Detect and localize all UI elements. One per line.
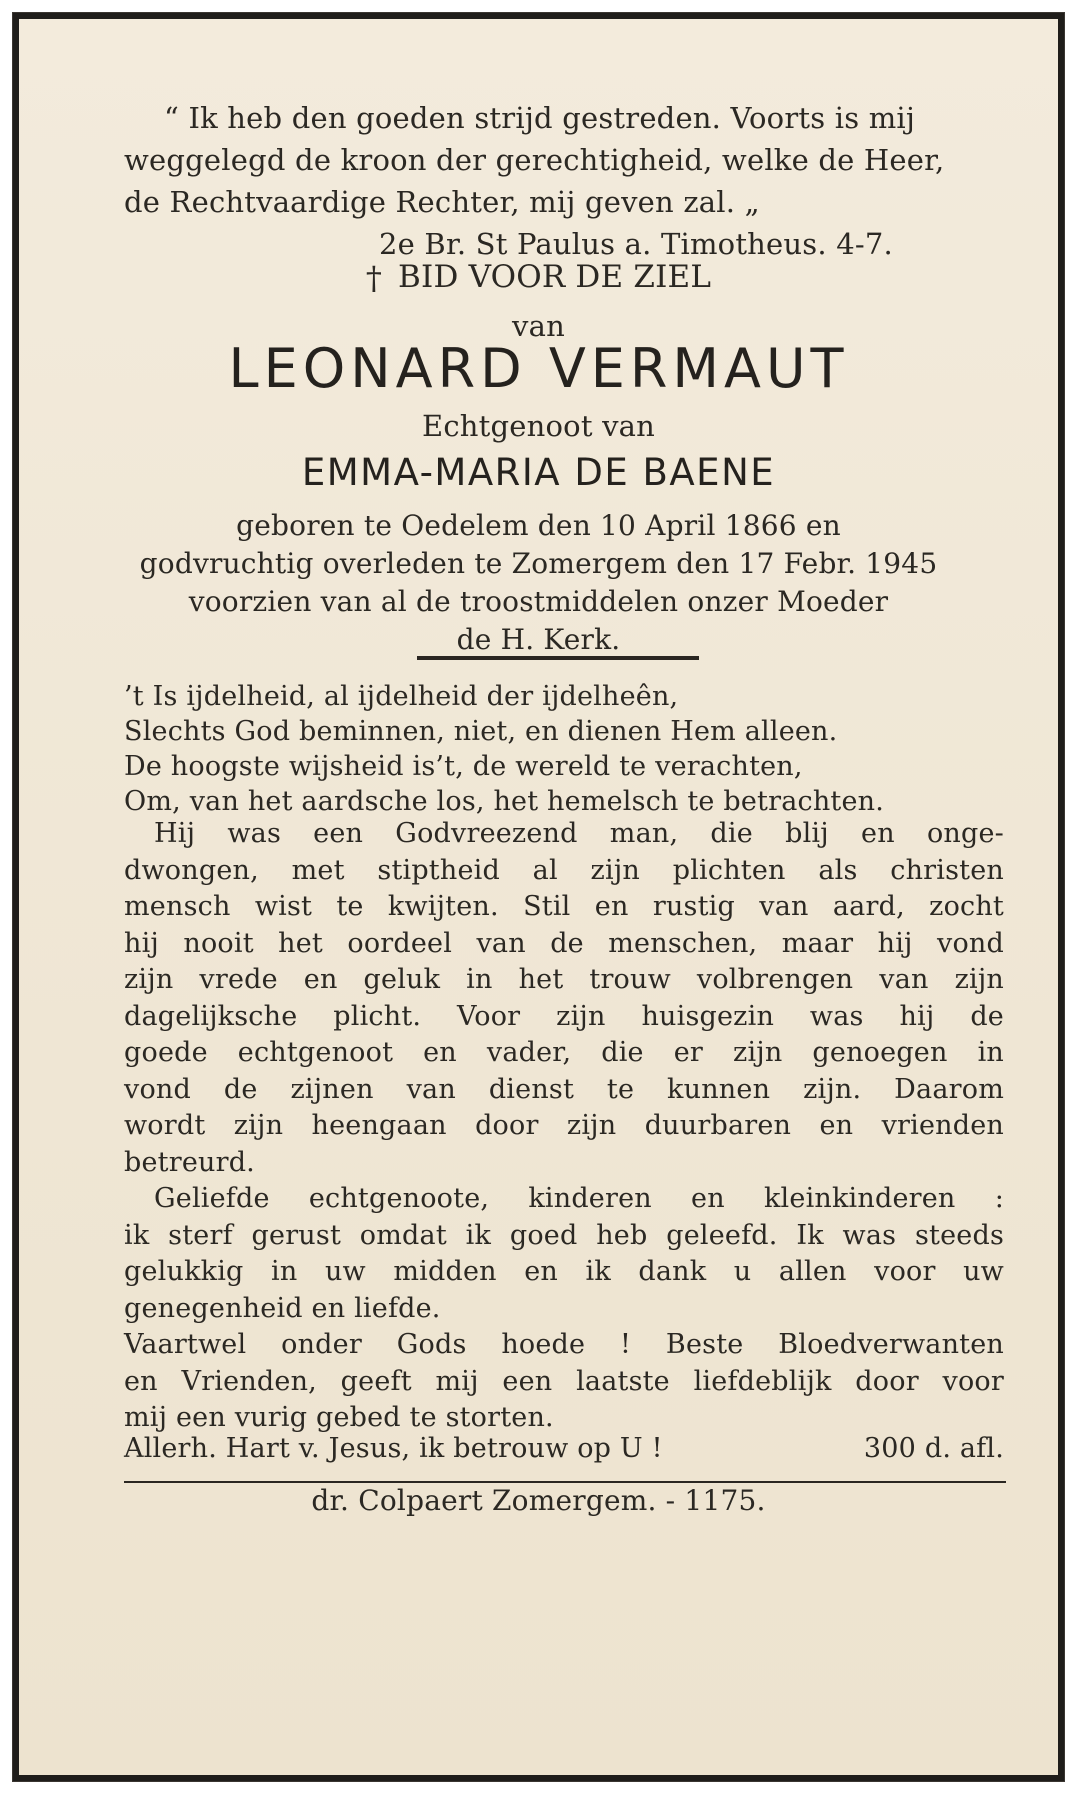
eulogy-line: Hij was een Godvreezend man, die blij en onge- [154, 818, 1004, 849]
cross-icon: † [365, 259, 383, 297]
bio-line: voorzien van al de troostmiddelen onzer Moeder [188, 585, 889, 618]
farewell-line: gelukkig in uw midden en ik dank u allen voor uw [124, 1256, 1004, 1287]
eulogy-line: goede echtgenoot en vader, die er zijn genoegen in [124, 1037, 1004, 1068]
memorial-card [13, 13, 1064, 1781]
prayer-request-line: en Vrienden, geeft mij een laatste liefdeblijk door voor [124, 1365, 1004, 1397]
poem-line: ’t Is ijdelheid, al ijdelheid der ijdelheên, [124, 681, 679, 712]
of-label: van [512, 309, 565, 343]
eulogy-line: betreurd. [124, 1146, 255, 1178]
closing-invocation [124, 1433, 1004, 1464]
prayer-request-line: mij een vurig gebed te storten. [124, 1402, 554, 1433]
eulogy-line: dagelijksche plicht. Voor zijn huisgezin was hij de [124, 1000, 1004, 1032]
eulogy-paragraph [124, 816, 1004, 1181]
prayer-request-paragraph [124, 1327, 1004, 1437]
farewell-line: Geliefde echtgenoote, kinderen en kleinkinderen : [154, 1183, 1004, 1214]
farewell-line: ik sterf gerust omdat ik goed heb geleefd. Ik was steeds [124, 1219, 1004, 1251]
bio-line: geboren te Oedelem den 10 April 1866 en [236, 509, 841, 542]
eulogy-line: hij nooit het oordeel van de menschen, maar hij vond [124, 927, 1004, 959]
eulogy-line: zijn vrede en geluk in het trouw volbrengen van zijn [124, 964, 1004, 995]
quote-line: weggelegd de kroon der gerechtigheid, welke de Heer, [124, 143, 945, 177]
farewell-line: genegenheid en liefde. [124, 1292, 441, 1324]
prayer-text: BID VOOR DE ZIEL [398, 259, 712, 295]
prayer-request-line: Vaartwel onder Gods hoede ! Beste Bloedverwanten [124, 1329, 1004, 1360]
divider-rule [417, 656, 699, 660]
invocation-text: Allerh. Hart v. Jesus, ik betrouw op U ! [124, 1433, 663, 1464]
eulogy-line: mensch wist te kwijten. Stil en rustig van aard, zocht [124, 891, 1004, 922]
quote-line: de Rechtvaardige Rechter, mij geven zal. „ [124, 185, 760, 219]
scripture-quote [124, 97, 1004, 265]
eulogy-line: wordt zijn heengaan door zijn duurbaren en vrienden [124, 1110, 1004, 1141]
eulogy-text [124, 816, 1004, 1437]
farewell-paragraph [124, 1181, 1004, 1327]
prayer-heading [19, 257, 1058, 295]
bio-line: godvruchtig overleden te Zomergem den 17 Febr. 1945 [139, 547, 938, 580]
poem-line: Om, van het aardsche los, het hemelsch te betrachten. [124, 786, 885, 817]
card-paper [19, 19, 1058, 1775]
poem-line: De hoogste wijsheid is’t, de wereld te verachten, [124, 751, 803, 782]
deceased-name: LEONARD VERMAUT [228, 337, 849, 400]
quote-reference: 2e Br. St Paulus a. Timotheus. 4-7. [379, 227, 893, 261]
spouse-name: EMMA-MARIA DE BAENE [301, 451, 776, 494]
poem-line: Slechts God beminnen, niet, en dienen Hem alleen. [124, 716, 838, 747]
footer-rule [124, 1481, 1006, 1483]
eulogy-line: dwongen, met stiptheid al zijn plichten als christen [124, 854, 1004, 886]
printer-imprint: dr. Colpaert Zomergem. - 1175. [311, 1484, 766, 1517]
quote-line: “ Ik heb den goeden strijd gestreden. Voorts is mij [164, 101, 916, 135]
eulogy-line: vond de zijnen van dienst te kunnen zijn. Daarom [124, 1073, 1004, 1105]
indulgence-text: 300 d. afl. [863, 1433, 1004, 1464]
poem [124, 679, 1004, 819]
spouse-label: Echtgenoot van [421, 409, 656, 443]
bio-line: de H. Kerk. [456, 623, 621, 656]
biography [19, 507, 1058, 659]
